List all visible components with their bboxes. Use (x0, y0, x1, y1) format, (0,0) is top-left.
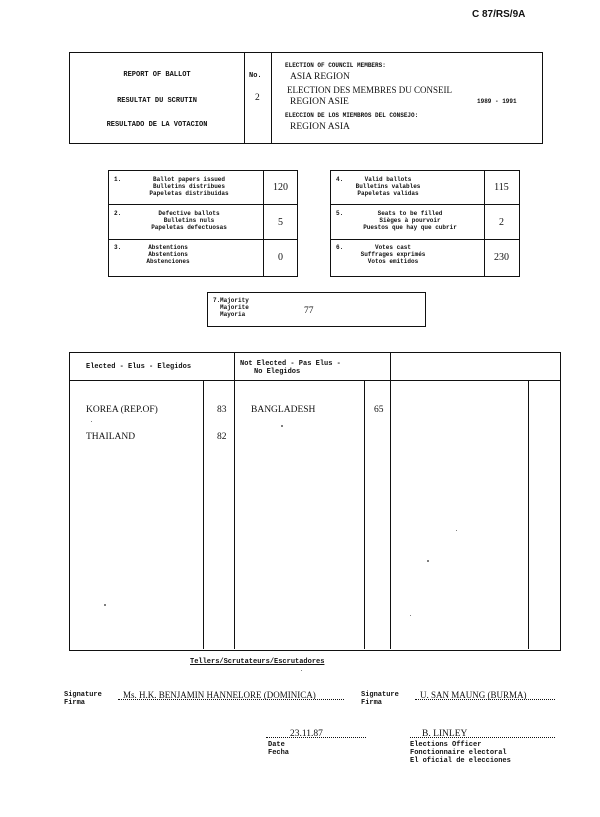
tellers-heading: Tellers/Scrutateurs/Escrutadores (190, 658, 325, 666)
stat-7-num: 7. (213, 297, 221, 304)
stat-6-value: 230 (494, 252, 509, 263)
not-elected-1-name: BANGLADESH (251, 405, 316, 415)
stat-5-num: 5. (336, 210, 344, 217)
stat-6-label: Votes cast Suffrages exprimés Votos emitidos (360, 244, 426, 265)
officer-title: Elections Officer Fonctionnaire electoral El oficial de elecciones (410, 741, 511, 765)
stat-3-num: 3. (114, 244, 122, 251)
signature-line-left (118, 685, 344, 700)
officer-line (410, 723, 555, 738)
election-en-value: ASIA REGION (290, 72, 350, 82)
stat-4-num: 4. (336, 176, 344, 183)
document-reference: C 87/RS/9A (472, 9, 526, 20)
results-table (69, 352, 561, 651)
signature-label-right: Signature Firma (361, 691, 399, 707)
stat-7-label: Majority Majorite Mayoria (220, 297, 249, 318)
election-es-value: REGION ASIA (290, 122, 350, 132)
signature-right-value: U. SAN MAUNG (BURMA) (420, 690, 527, 700)
stat-6-num: 6. (336, 244, 344, 251)
election-period: 1989 - 1991 (477, 98, 517, 105)
not-elected-1-votes: 65 (374, 405, 384, 415)
ballot-no-label: No. (249, 72, 262, 80)
elected-1-name: KOREA (REP.OF) (86, 405, 158, 415)
stat-1-label: Ballot papers issued Bulletins distribues Papeletas distribuidas (149, 176, 229, 197)
not-elected-header: Not Elected - Pas Elus - No Elegidos (240, 360, 341, 376)
election-fr-label: ELECTION DES MEMBRES DU CONSEIL (287, 85, 453, 95)
signature-left-value: Ms. H.K. BENJAMIN HANNELORE (DOMINICA) (123, 690, 316, 700)
stat-1-value: 120 (273, 182, 288, 193)
officer-name: B. LINLEY (422, 729, 468, 739)
stat-3-label: Abstentions Abstentions Abstenciones (146, 244, 190, 265)
ballot-no-value: 2 (255, 93, 260, 103)
stat-3-value: 0 (278, 252, 283, 263)
date-value: 23.11.87 (290, 729, 323, 739)
election-en-label: ELECTION OF COUNCIL MEMBERS: (285, 62, 386, 69)
stat-2-num: 2. (114, 210, 122, 217)
stat-4-label: Valid ballots Bulletins valables Papeletas validas (355, 176, 421, 197)
stat-2-value: 5 (278, 217, 283, 228)
election-fr-value: REGION ASIE (290, 97, 349, 107)
stat-2-label: Defective ballots Bulletins nuls Papeletas defectuosas (151, 210, 227, 231)
majority-value: 77 (304, 306, 314, 316)
date-label: Date Fecha (268, 741, 290, 757)
stat-4-value: 115 (494, 182, 509, 193)
stat-5-label: Seats to be filled Sièges à pourvoir Puestos que hay que cubrir (363, 210, 457, 231)
signature-label-left: Signature Firma (64, 691, 102, 707)
report-title-es: RESULTADO DE LA VOTACION (106, 121, 208, 129)
elected-2-name: THAILAND (86, 432, 136, 442)
stat-1-num: 1. (114, 176, 122, 183)
stat-5-value: 2 (499, 217, 504, 228)
report-title-en: REPORT OF BALLOT (123, 71, 191, 79)
elected-header: Elected - Elus - Elegidos (86, 363, 192, 371)
elected-2-votes: 82 (217, 432, 227, 442)
election-es-label: ELECCION DE LOS MIEMBROS DEL CONSEJO: (285, 112, 419, 119)
signature-line-right (415, 685, 555, 700)
report-title-fr: RESULTAT DU SCRUTIN (117, 97, 197, 105)
date-line (266, 723, 366, 738)
elected-1-votes: 83 (217, 405, 227, 415)
